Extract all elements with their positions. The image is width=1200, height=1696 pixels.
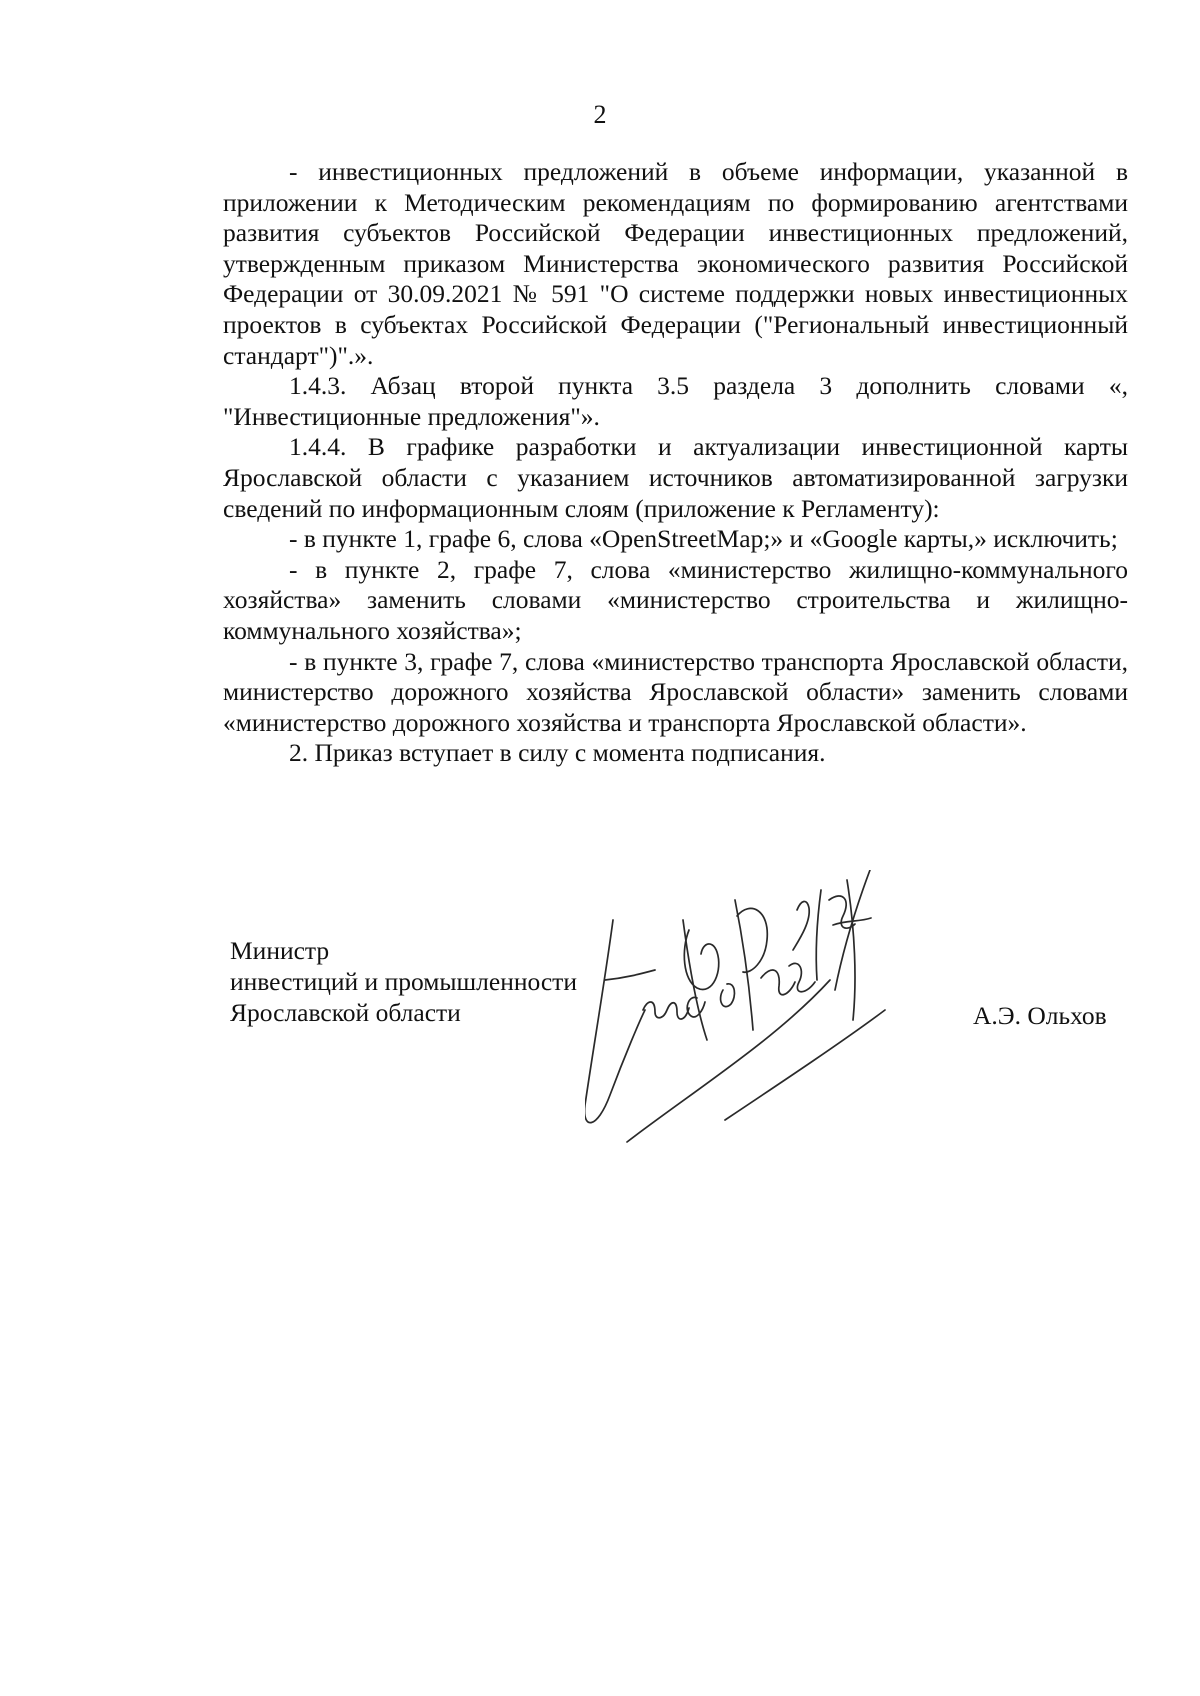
signatory-title-line: Ярославской области — [230, 998, 461, 1027]
paragraph-item-3: - в пункте 3, графе 7, слова «министерство транспорта Ярославской области, министерство дорожного хозяйства Ярославской области» заменить словами «министерство дорожного хозяйства и транспорта Ярославской области». — [223, 646, 1128, 737]
handwritten-signature — [585, 870, 915, 1150]
paragraph-item-2: - в пункте 2, графе 7, слова «министерство жилищно-коммунального хозяйства» заменить словами «министерство строительства и жилищно-коммунального хозяйства»; — [223, 554, 1128, 645]
paragraph-1-4-4: 1.4.4. В графике разработки и актуализации инвестиционной карты Ярославской области с указанием источников автоматизированной загрузки сведений по информационным слоям (приложение к Регламенту): — [223, 432, 1128, 523]
paragraph-effective-date: 2. Приказ вступает в силу с момента подписания. — [289, 738, 826, 768]
signatory-title-line: инвестиций и промышленности — [230, 967, 577, 996]
page-number: 2 — [593, 100, 607, 129]
paragraph-1-4-3: 1.4.3. Абзац второй пункта 3.5 раздела 3 дополнить словами «, "Инвестиционные предложения"». — [223, 371, 1128, 431]
paragraph-item-1: - в пункте 1, графе 6, слова «OpenStreetMap;» и «Google карты,» исключить; — [289, 524, 1118, 554]
document-body — [223, 157, 1128, 769]
signatory-name: А.Э. Ольхов — [973, 1001, 1107, 1030]
signatory-title-line: Министр — [230, 936, 330, 965]
signatory-title — [230, 935, 577, 1028]
paragraph-investment-proposals: - инвестиционных предложений в объеме информации, указанной в приложении к Методическим рекомендациям по формированию агентствами развития субъектов Российской Федерации инвестиционных предложений, утвержденным приказом Министерства экономического развития Российской Федерации от 30.09.2021 № 591 "О системе поддержки новых инвестиционных проектов в субъектах Российской Федерации ("Региональный инвестиционный стандарт")".». — [223, 157, 1128, 370]
